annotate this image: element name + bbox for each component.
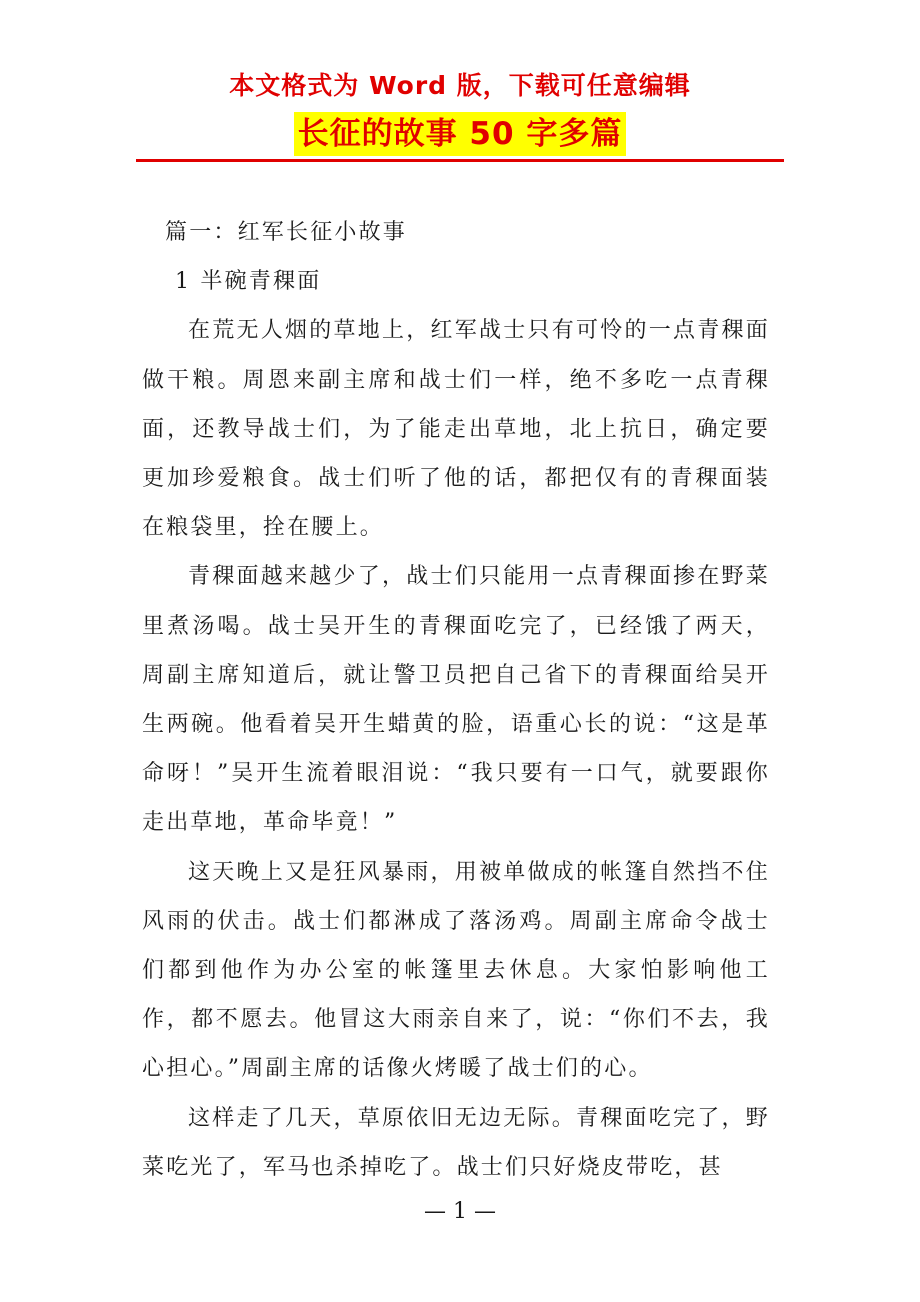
- document-body: [142, 208, 770, 1192]
- story-heading: 1 半碗青稞面: [175, 269, 322, 295]
- paragraph: 青稞面越来越少了，战士们只能用一点青稞面掺在野菜里煮汤喝。战士吴开生的青稞面吃完了，已经饿了两天，周副主席知道后，就让警卫员把自己省下的青稞面给吴开生两碗。他看着吴开生蜡黄的脸，语重心长的说：“这是革命呀！”吴开生流着眼泪说：“我只要有一口气，就要跟你走出草地，革命毕竟！”: [142, 564, 770, 836]
- paragraph: 这天晚上又是狂风暴雨，用被单做成的帐篷自然挡不住风雨的伏击。战士们都淋成了落汤鸡。周副主席命令战士们都到他作为办公室的帐篷里去休息。大家怕影响他工作，都不愿去。他冒这大雨亲自来了，说：“你们不去，我心担心。”周副主席的话像火烤暖了战士们的心。: [142, 859, 770, 1082]
- format-banner: 本文格式为 Word 版，下载可任意编辑: [229, 71, 691, 100]
- section-heading: 篇一：红军长征小故事: [165, 220, 408, 245]
- title-divider: [136, 159, 784, 162]
- paragraph: 这样走了几天，草原依旧无边无际。青稞面吃完了，野菜吃光了，军马也杀掉吃了。战士们只好烧皮带吃，甚: [142, 1105, 770, 1180]
- document-title: 长征的故事 50 字多篇: [294, 112, 627, 156]
- paragraph: 在荒无人烟的草地上，红军战士只有可怜的一点青稞面做干粮。周恩来副主席和战士们一样，绝不多吃一点青稞面，还教导战士们，为了能走出草地，北上抗日，确定要更加珍爱粮食。战士们听了他的话，都把仅有的青稞面装在粮袋里，拴在腰上。: [142, 318, 770, 541]
- title-container: [0, 112, 920, 156]
- page-number: — 1 —: [424, 1199, 496, 1224]
